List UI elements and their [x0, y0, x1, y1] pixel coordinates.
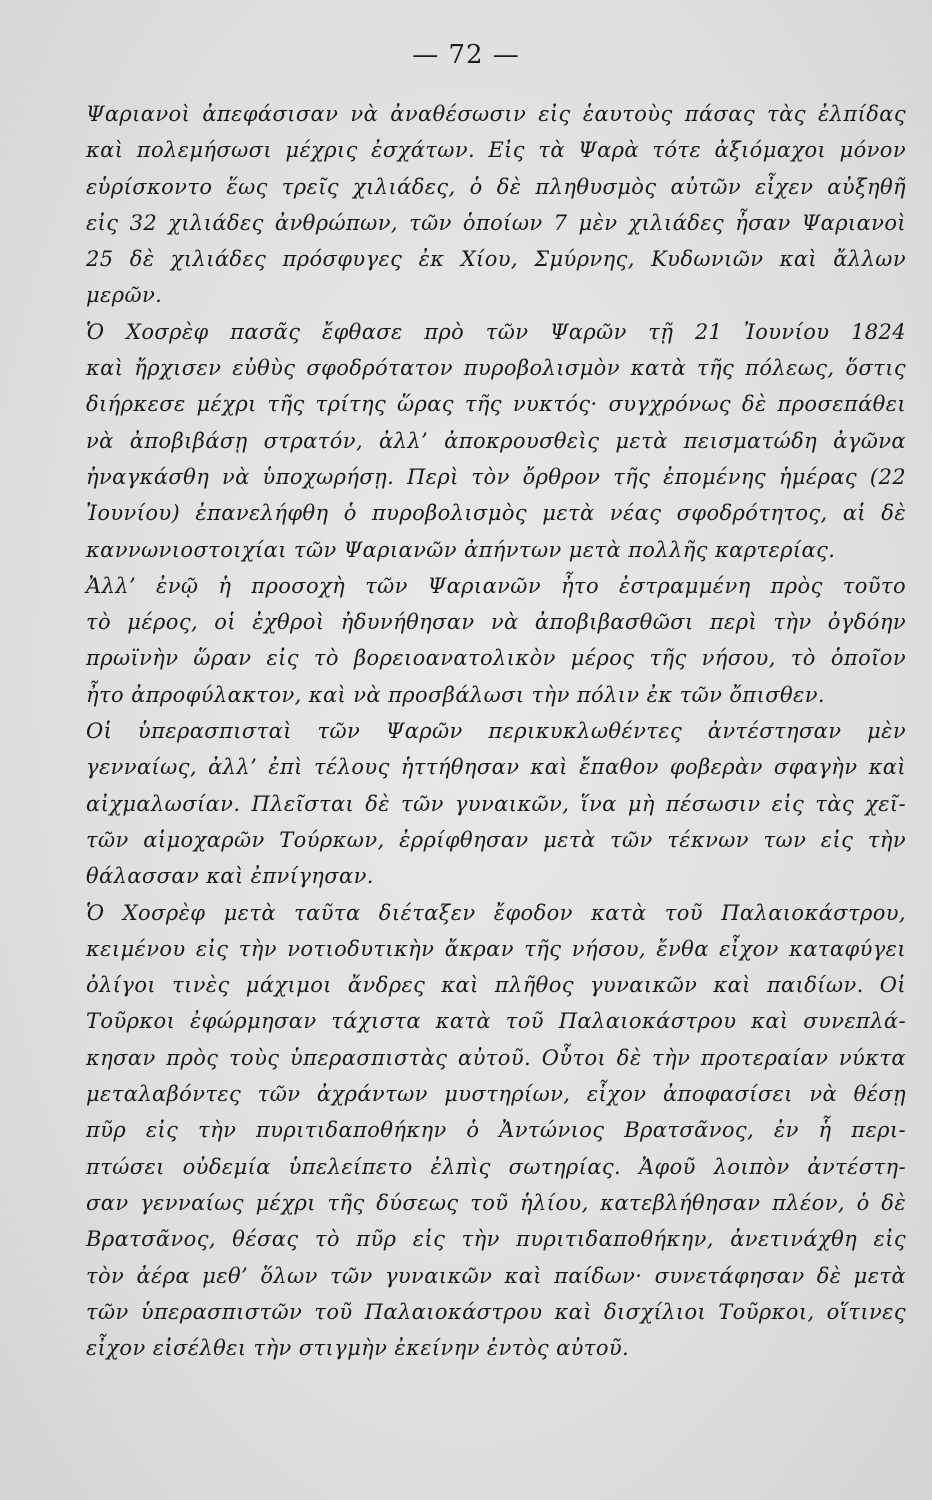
text-line: Ἀλλ’ ἐνῷ ἡ προσοχὴ τῶν Ψαριανῶν ἦτο ἐστραμμένη πρὸς τοῦτο [86, 573, 906, 598]
text-line: αἰχμαλωσίαν. Πλεῖσται δὲ τῶν γυναικῶν, ἵνα μὴ πέσωσιν εἰς τὰς χεῖ- [86, 791, 906, 816]
text-line: καὶ ἤρχισεν εὐθὺς σφοδρότατον πυροβολισμὸν κατὰ τῆς πόλεως, ὅστις [86, 356, 906, 381]
text-line: νὰ ἀποβιβάσῃ στρατόν, ἀλλ’ ἀποκρουσθεὶς μετὰ πεισματώδη ἀγῶνα [86, 428, 906, 453]
text-line: Ὁ Χοσρὲφ πασᾶς ἔφθασε πρὸ τῶν Ψαρῶν τῇ 21 Ἰουνίου 1824 [86, 319, 906, 344]
text-line: ἦτο ἀπροφύλακτον, καὶ νὰ προσβάλωσι τὴν πόλιν ἐκ τῶν ὄπισθεν. [86, 682, 825, 707]
text-line: 25 δὲ χιλιάδες πρόσφυγες ἐκ Χίου, Σμύρνης, Κυδωνιῶν καὶ ἄλλων [86, 247, 906, 272]
page-number: — 72 — [412, 40, 520, 70]
text-line: καννωνιοστοιχίαι τῶν Ψαριανῶν ἀπήντων μετὰ πολλῆς καρτερίας. [86, 537, 836, 562]
text-line: τὸ μέρος, οἱ ἐχθροὶ ἠδυνήθησαν νὰ ἀποβιβασθῶσι περὶ τὴν ὀγδόην [86, 610, 906, 635]
text-line: εἰς 32 χιλιάδες ἀνθρώπων, τῶν ὁποίων 7 μὲν χιλιάδες ἦσαν Ψαριανοὶ [86, 210, 906, 235]
text-line: Τοῦρκοι ἐφώρμησαν τάχιστα κατὰ τοῦ Παλαιοκάστρου καὶ συνεπλά- [86, 1009, 906, 1034]
text-line: κησαν πρὸς τοὺς ὑπερασπιστὰς αὐτοῦ. Οὗτοι δὲ τὴν προτεραίαν νύκτα [86, 1045, 906, 1070]
text-line: ἠναγκάσθη νὰ ὑποχωρήσῃ. Περὶ τὸν ὄρθρον τῆς ἐπομένης ἡμέρας (22 [86, 464, 906, 489]
text-line: εὑρίσκοντο ἕως τρεῖς χιλιάδες, ὁ δὲ πληθυσμὸς αὐτῶν εἶχεν αὐξηθῆ [86, 174, 906, 199]
body-text [86, 96, 906, 1366]
text-line: γενναίως, ἀλλ’ ἐπὶ τέλους ἡττήθησαν καὶ ἔπαθον φοβερὰν σφαγὴν καὶ [86, 755, 906, 780]
text-line: Ὁ Χοσρὲφ μετὰ ταῦτα διέταξεν ἔφοδον κατὰ τοῦ Παλαιοκάστρου, [86, 900, 906, 925]
text-line: μερῶν. [86, 283, 163, 308]
text-line: Ψαριανοὶ ἀπεφάσισαν νὰ ἀναθέσωσιν εἰς ἑαυτοὺς πάσας τὰς ἐλπίδας [86, 102, 906, 126]
text-line: εἶχον εἰσέλθει τὴν στιγμὴν ἐκείνην ἐντὸς αὐτοῦ. [86, 1336, 630, 1361]
text-line: τῶν ὑπερασπιστῶν τοῦ Παλαιοκάστρου καὶ δισχίλιοι Τοῦρκοι, οἵτινες [86, 1299, 906, 1324]
text-line: Ἰουνίου) ἐπανελήφθη ὁ πυροβολισμὸς μετὰ νέας σφοδρότητος, αἱ δὲ [86, 501, 906, 526]
text-line: σαν γενναίως μέχρι τῆς δύσεως τοῦ ἡλίου, κατεβλήθησαν πλέον, ὁ δὲ [86, 1190, 906, 1215]
text-line: μεταλαβόντες τῶν ἀχράντων μυστηρίων, εἶχον ἀποφασίσει νὰ θέσῃ [86, 1082, 906, 1107]
text-line: πῦρ εἰς τὴν πυριτιδαποθήκην ὁ Ἀντώνιος Βρατσᾶνος, ἐν ἧ περι- [86, 1118, 906, 1143]
text-line: κειμένου εἰς τὴν νοτιοδυτικὴν ἄκραν τῆς νήσου, ἔνθα εἶχον καταφύγει [86, 936, 906, 961]
text-line: διήρκεσε μέχρι τῆς τρίτης ὥρας τῆς νυκτός· συγχρόνως δὲ προσεπάθει [86, 392, 906, 417]
text-line: καὶ πολεμήσωσι μέχρις ἐσχάτων. Εἰς τὰ Ψαρὰ τότε ἀξιόμαχοι μόνον [86, 138, 906, 163]
text-line: θάλασσαν καὶ ἐπνίγησαν. [86, 864, 374, 889]
text-line: τὸν ἀέρα μεθ’ ὅλων τῶν γυναικῶν καὶ παίδων· συνετάφησαν δὲ μετὰ [86, 1263, 906, 1288]
text-line: Βρατσᾶνος, θέσας τὸ πῦρ εἰς τὴν πυριτιδαποθήκην, ἀνετινάχθη εἰς [86, 1227, 906, 1252]
text-line: Οἱ ὑπερασπισταὶ τῶν Ψαρῶν περικυκλωθέντες ἀντέστησαν μὲν [86, 719, 906, 744]
text-line: πτώσει οὐδεμία ὑπελείπετο ἐλπὶς σωτηρίας. Ἀφοῦ λοιπὸν ἀντέστη- [86, 1154, 906, 1179]
text-line: ὀλίγοι τινὲς μάχιμοι ἄνδρες καὶ πλῆθος γυναικῶν καὶ παιδίων. Οἱ [86, 973, 906, 998]
text-line: πρωϊνὴν ὥραν εἰς τὸ βορειοανατολικὸν μέρος τῆς νήσου, τὸ ὁποῖον [86, 646, 906, 671]
text-line: τῶν αἱμοχαρῶν Τούρκων, ἐρρίφθησαν μετὰ τῶν τέκνων των εἰς τὴν [86, 827, 906, 852]
